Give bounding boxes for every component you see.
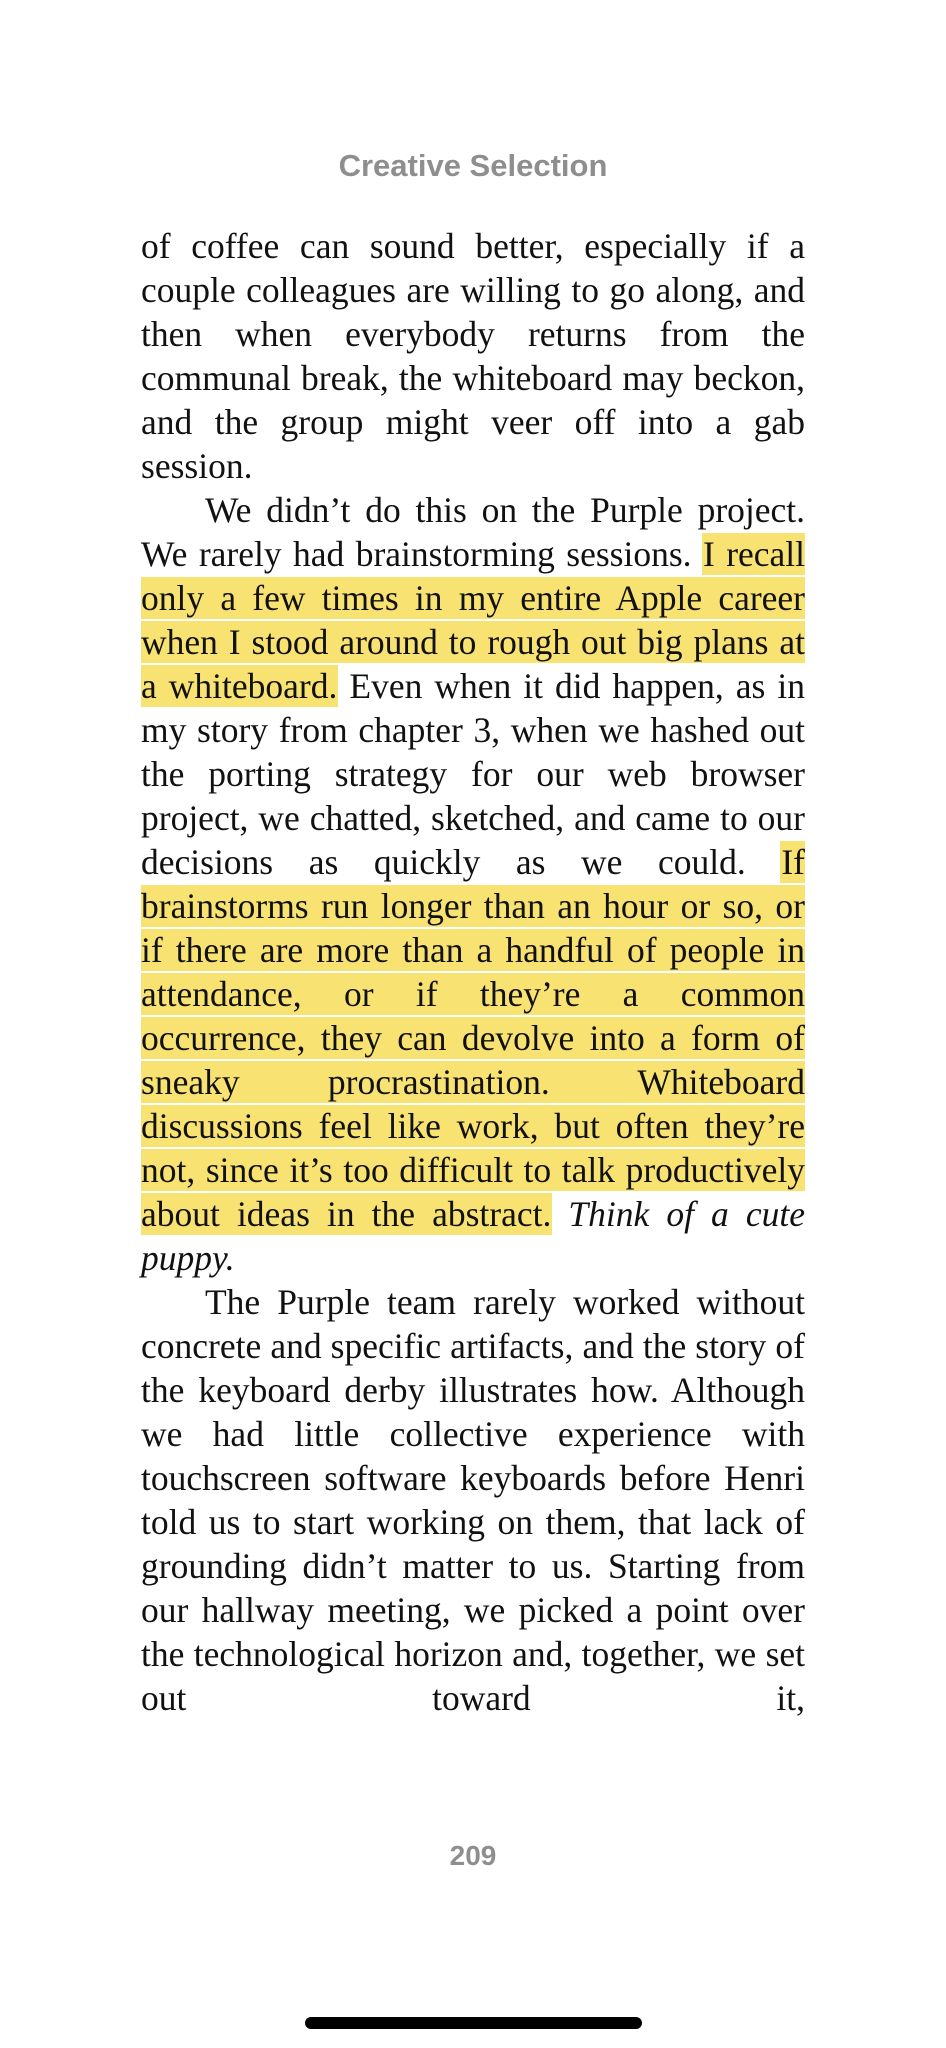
italic-segment: Think of a cute puppy. (141, 1194, 805, 1278)
paragraph-1 (141, 224, 805, 488)
highlight-segment[interactable]: I recall only a few times in my entire Apple career when I stood around to rough out big plans at a whiteboard. (141, 534, 806, 706)
text-segment: of coffee can sound better, especially if a couple colleagues are willing to go along, and then when everybody returns from the communal break, the whiteboard may beckon, and the group might veer off into a gab session. (141, 226, 805, 486)
home-indicator[interactable] (305, 2017, 642, 2029)
highlight-segment[interactable]: If brainstorms run longer than an hour or so, or if there are more than a handful of people in attendance, or if they’re a common occurrence, they can devolve into a form of sneaky procrastination. Whiteboard discussions feel like work, but often they’re not, since it’s too difficult to talk productively about ideas in the abstract. (141, 842, 805, 1234)
paragraph-3 (141, 1280, 805, 1720)
text-segment: The Purple team rarely worked without concrete and specific artifacts, and the story of the keyboard derby illustrates how. Although we had little collective experience with touchscreen software keyboards before Henri told us to start working on them, that lack of grounding didn’t matter to us. Starting from our hallway meeting, we picked a point over the technological horizon and, together, we set out toward it, (141, 1282, 805, 1718)
text-segment: We didn’t do this on the Purple project. We rarely had brainstorming sessions. (141, 490, 805, 574)
page-text[interactable] (141, 224, 805, 1720)
text-segment: Even when it did happen, as in my story from chapter 3, when we hashed out the porting strategy for our web browser project, we chatted, sketched, and came to our decisions as quickly as we could. (141, 666, 805, 882)
text-segment (551, 1194, 568, 1234)
paragraph-2 (141, 488, 805, 1280)
book-title: Creative Selection (338, 148, 608, 183)
page-number: 209 (449, 1840, 497, 1871)
